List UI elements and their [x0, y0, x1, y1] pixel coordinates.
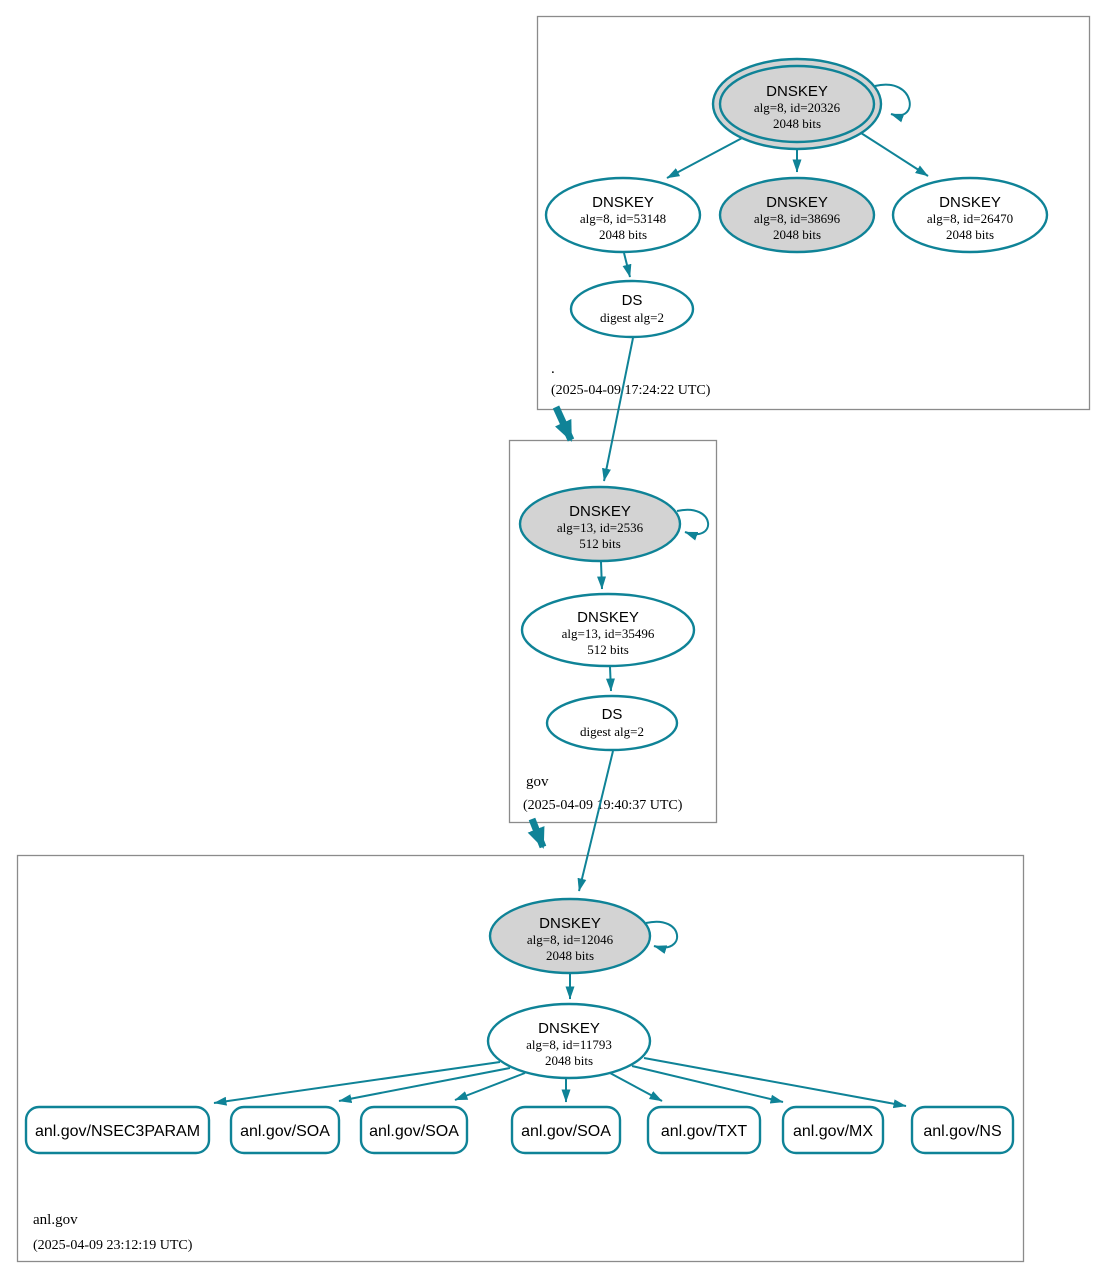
dnskey-bits-label: 512 bits: [587, 642, 629, 657]
ds-ellipse[interactable]: [571, 281, 693, 337]
dnskey-type-label: DNSKEY: [766, 83, 828, 100]
rrset-label: anl.gov/NSEC3PARAM: [34, 1123, 201, 1140]
rrset-label: anl.gov/SOA: [369, 1123, 459, 1140]
node-root-zsk-dnskey-26470: [893, 178, 1047, 252]
edge-gov-ksk-to-zsk: [601, 562, 602, 589]
rrset-label: anl.gov/SOA: [240, 1123, 330, 1140]
node-anl-ksk-dnskey-12046: [490, 899, 650, 973]
node-rrset-mx: [783, 1107, 883, 1153]
node-rrset-soa-3: [512, 1107, 620, 1153]
dnskey-bits-label: 2048 bits: [598, 227, 648, 242]
dnskey-alg-label: alg=8, id=20326: [753, 100, 841, 115]
zone-timestamp-anl-gov: (2025-04-09 23:12:19 UTC): [33, 1238, 193, 1253]
node-root-ds: [571, 281, 693, 337]
rrset-label: anl.gov/MX: [792, 1123, 874, 1140]
dnskey-type-label: DNSKEY: [538, 1020, 600, 1037]
rrset-label: anl.gov/TXT: [660, 1123, 748, 1140]
edge-gov-zsk-to-ds: [610, 667, 611, 691]
ds-type-label: DS: [621, 292, 643, 309]
delegation-arrow-gov-to-anl: [532, 819, 543, 847]
node-root-zsk-dnskey-38696: [720, 178, 874, 252]
dnskey-type-label: DNSKEY: [766, 194, 828, 211]
dnskey-bits-label: 2048 bits: [945, 227, 995, 242]
dnskey-bits-label: 2048 bits: [545, 948, 595, 963]
delegation-arrow-root-to-gov: [556, 407, 571, 440]
dnskey-bits-label: 512 bits: [579, 536, 621, 551]
node-gov-ksk-dnskey-2536: [520, 487, 680, 561]
zone-timestamp-gov: (2025-04-09 19:40:37 UTC): [523, 798, 683, 813]
ds-digest-label: digest alg=2: [599, 310, 665, 325]
dnskey-alg-label: alg=8, id=26470: [926, 211, 1014, 226]
dnskey-alg-label: alg=8, id=11793: [526, 1037, 612, 1052]
dnskey-alg-label: alg=8, id=12046: [526, 932, 614, 947]
node-gov-ds: [547, 696, 677, 750]
dnskey-bits-label: 2048 bits: [772, 227, 822, 242]
zone-name-root: .: [551, 361, 555, 377]
ds-ellipse[interactable]: [547, 696, 677, 750]
dnskey-bits-label: 2048 bits: [772, 116, 822, 131]
dnskey-type-label: DNSKEY: [569, 503, 631, 520]
node-rrset-nsec3param: [26, 1107, 209, 1153]
dnskey-type-label: DNSKEY: [939, 194, 1001, 211]
zone-name-anl-gov: anl.gov: [33, 1212, 78, 1228]
node-rrset-soa-2: [361, 1107, 467, 1153]
dnskey-alg-label: alg=13, id=2536: [556, 520, 644, 535]
dnskey-type-label: DNSKEY: [577, 609, 639, 626]
zone-name-gov: gov: [526, 774, 549, 790]
rrset-label: anl.gov/NS: [923, 1123, 1002, 1140]
node-rrset-txt: [648, 1107, 760, 1153]
dnskey-alg-label: alg=8, id=53148: [579, 211, 667, 226]
node-rrset-ns: [912, 1107, 1013, 1153]
dnskey-alg-label: alg=8, id=38696: [753, 211, 841, 226]
node-root-zsk-dnskey-53148: [546, 178, 700, 252]
node-anl-zsk-dnskey-11793: [488, 1004, 650, 1078]
node-rrset-soa-1: [231, 1107, 339, 1153]
dnskey-type-label: DNSKEY: [539, 915, 601, 932]
dnskey-bits-label: 2048 bits: [544, 1053, 594, 1068]
dnskey-alg-label: alg=13, id=35496: [561, 626, 655, 641]
ds-type-label: DS: [601, 706, 623, 723]
node-gov-zsk-dnskey-35496: [522, 594, 694, 666]
dnskey-type-label: DNSKEY: [592, 194, 654, 211]
node-root-ksk-dnskey-20326: [713, 59, 881, 149]
ds-digest-label: digest alg=2: [579, 724, 645, 739]
zone-timestamp-root: (2025-04-09 17:24:22 UTC): [551, 383, 711, 398]
rrset-label: anl.gov/SOA: [521, 1123, 611, 1140]
